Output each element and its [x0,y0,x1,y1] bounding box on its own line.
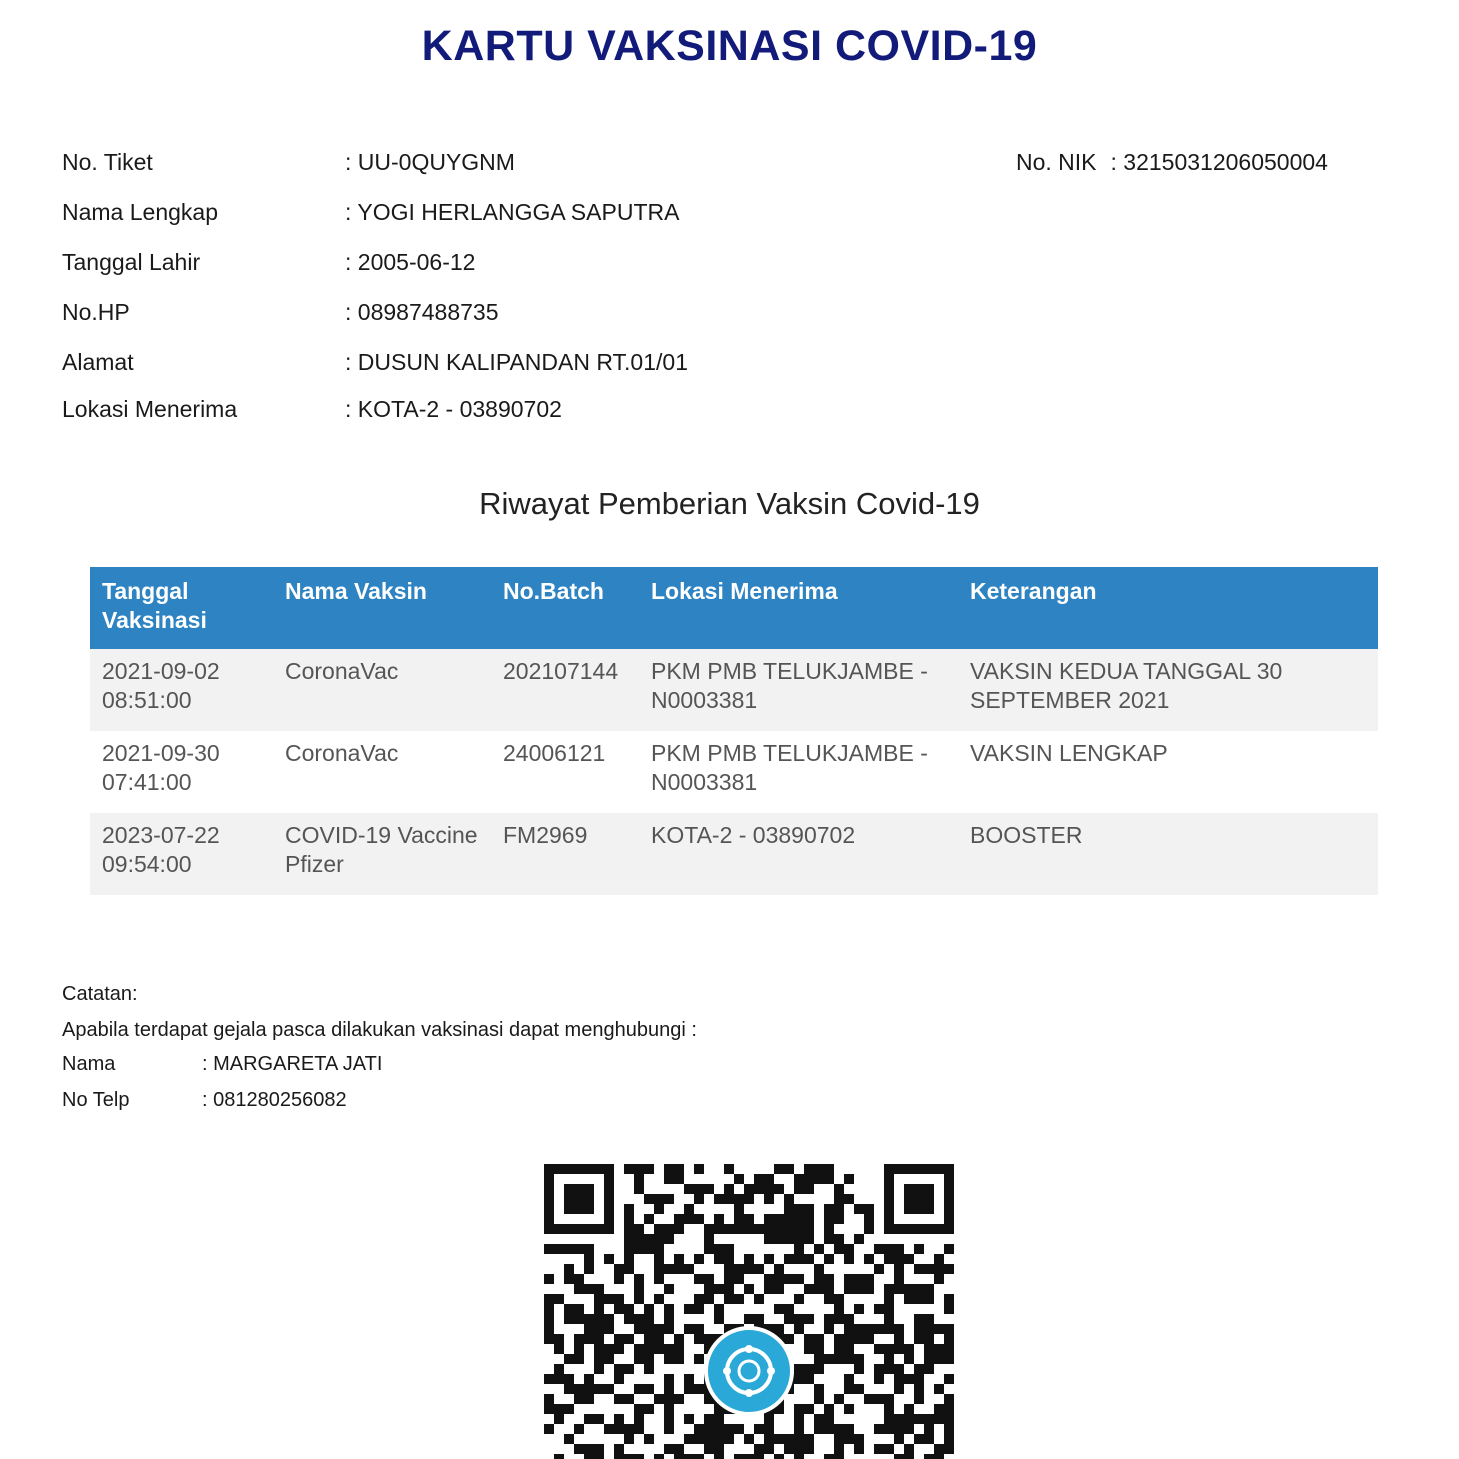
info-value: : 2005-06-12 [345,249,476,275]
info-label: No.HP [62,299,130,325]
table-row [90,649,1378,731]
contact-label: Nama [62,1053,116,1075]
cell-batch: FM2969 [491,813,639,895]
vaccine-logo-icon [704,1326,794,1416]
cell-note: BOOSTER [958,813,1378,895]
cell-location: KOTA-2 - 03890702 [639,813,958,895]
info-label: Lokasi Menerima [62,396,238,422]
notes-text: Apabila terdapat gejala pasca dilakukan vaksinasi dapat menghubungi : [62,1019,697,1041]
info-label: Alamat [62,349,134,375]
contact-value: : MARGARETA JATI [202,1053,383,1075]
header-date: Tanggal Vaksinasi [90,567,273,649]
info-value: : YOGI HERLANGGA SAPUTRA [345,199,680,225]
cell-location: PKM PMB TELUKJAMBE - N0003381 [639,649,958,731]
cell-batch: 202107144 [491,649,639,731]
info-value: : 08987488735 [345,299,499,325]
header-location: Lokasi Menerima [639,567,958,649]
history-title: Riwayat Pemberian Vaksin Covid-19 [479,486,980,521]
page-title: KARTU VAKSINASI COVID-19 [421,22,1038,70]
cell-location: PKM PMB TELUKJAMBE - N0003381 [651,740,928,795]
info-value: : UU-0QUYGNM [345,149,515,175]
cell-date: 2023-07-22 09:54:00 [90,813,273,895]
nik-label: No. NIK [1016,149,1097,175]
info-value: : KOTA-2 - 03890702 [345,396,562,422]
table-header-row [90,567,1378,649]
table-row [90,813,1378,895]
header-note: Keterangan [958,567,1378,649]
info-label: No. Tiket [62,149,153,175]
contact-value: : 081280256082 [202,1089,347,1111]
cell-note: VAKSIN LENGKAP [970,740,1168,766]
notes-heading: Catatan: [62,983,138,1005]
cell-batch: 24006121 [503,740,606,766]
info-label: Tanggal Lahir [62,249,201,275]
nik-field [1016,147,1328,177]
nik-value: : 3215031206050004 [1110,149,1328,175]
cell-date: 2021-09-02 08:51:00 [90,649,273,731]
cell-date: 2021-09-30 07:41:00 [102,740,220,795]
vaccination-history-table [90,567,1378,895]
info-value: : DUSUN KALIPANDAN RT.01/01 [345,349,688,375]
cell-note: VAKSIN KEDUA TANGGAL 30 SEPTEMBER 2021 [958,649,1378,731]
table-row [90,731,1378,813]
cell-vaccine: CoronaVac [273,649,491,731]
cell-vaccine: COVID-19 Vaccine Pfizer [273,813,491,895]
header-batch: No.Batch [491,567,639,649]
contact-label: No Telp [62,1089,130,1111]
header-vaccine: Nama Vaksin [273,567,491,649]
cell-vaccine: CoronaVac [285,740,399,766]
info-label: Nama Lengkap [62,199,218,225]
